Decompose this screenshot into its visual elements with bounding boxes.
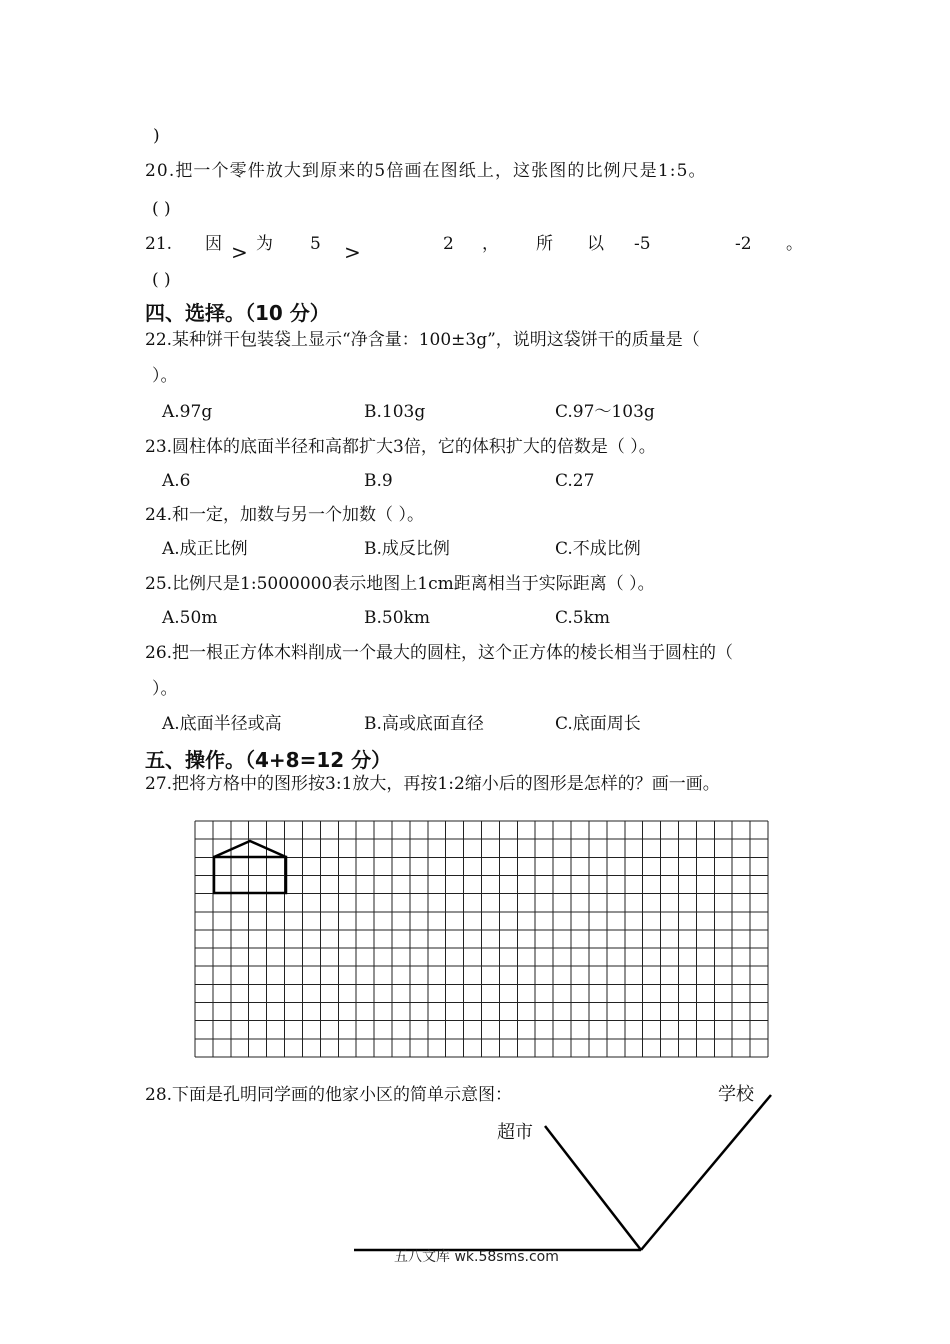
q25-option-b[interactable]: B.50km <box>364 608 430 628</box>
section5-title: 五、操作。（4+8=12 分） <box>145 748 392 772</box>
q19-closing-paren: ) <box>153 126 160 146</box>
q26-text: 26.把一根正方体木料削成一个最大的圆柱，这个正方体的棱长相当于圆柱的（ <box>145 643 734 663</box>
house-roof <box>214 841 286 857</box>
q21-answer-paren[interactable]: ( ) <box>152 270 171 290</box>
q22-option-a[interactable]: A.97g <box>162 402 213 422</box>
q21-word-wei: 为 <box>256 234 273 254</box>
house-figure <box>214 841 286 893</box>
q21-word-suo: 所 <box>536 234 553 254</box>
q21-period: 。 <box>786 234 803 254</box>
q22-option-c[interactable]: C.97～103g <box>555 402 655 422</box>
q21-num-2: 2 <box>443 234 454 254</box>
q25-text: 25.比例尺是1:5000000表示地图上1cm距离相当于实际距离（ ）。 <box>145 574 655 594</box>
label-school: 学校 <box>718 1084 754 1105</box>
q21-num-neg5: -5 <box>634 234 651 254</box>
q21-num-neg2: -2 <box>735 234 752 254</box>
q26-option-b[interactable]: B.高或底面直径 <box>364 714 484 734</box>
q26-text-cont: ）。 <box>152 679 178 699</box>
q23-option-b[interactable]: B.9 <box>364 471 393 491</box>
q21-word-yi: 以 <box>587 234 604 254</box>
q22-text: 22.某种饼干包装袋上显示“净含量：100±3g”，说明这袋饼干的质量是（ <box>145 330 700 350</box>
q25-option-a[interactable]: A.50m <box>162 608 218 628</box>
q23-option-a[interactable]: A.6 <box>162 471 191 491</box>
q22-option-b[interactable]: B.103g <box>364 402 426 422</box>
q25-option-c[interactable]: C.5km <box>555 608 611 628</box>
road-to-market <box>545 1126 641 1250</box>
q21-word-yin: 因 <box>205 234 222 254</box>
q23-text: 23.圆柱体的底面半径和高都扩大3倍，它的体积扩大的倍数是（ ）。 <box>145 437 656 457</box>
q20-answer-paren[interactable]: ( ) <box>152 199 171 219</box>
q24-option-b[interactable]: B.成反比例 <box>364 539 450 559</box>
watermark: 五八文库 wk.58sms.com <box>394 1249 559 1265</box>
q24-option-c[interactable]: C.不成比例 <box>555 539 641 559</box>
q24-text: 24.和一定，加数与另一个加数（ ）。 <box>145 505 424 525</box>
q21-number: 21. <box>145 234 173 254</box>
q21-gt-sign-1: > <box>231 240 248 264</box>
q26-option-a[interactable]: A.底面半径或高 <box>162 714 282 734</box>
q21-num-5: 5 <box>310 234 321 254</box>
map-diagram <box>354 1095 771 1250</box>
section4-title: 四、选择。（10 分） <box>145 301 330 325</box>
q21-comma: ， <box>482 234 499 254</box>
q27-text: 27.把将方格中的图形按3:1放大，再按1:2缩小后的图形是怎样的？画一画。 <box>145 774 720 794</box>
q20-text: 20.把一个零件放大到原来的5倍画在图纸上，这张图的比例尺是1:5。 <box>145 161 707 181</box>
q21-gt-sign-2: > <box>344 240 361 264</box>
q22-text-cont: ）。 <box>152 366 178 386</box>
q23-option-c[interactable]: C.27 <box>555 471 595 491</box>
q24-option-a[interactable]: A.成正比例 <box>162 539 248 559</box>
road-to-school <box>641 1095 771 1250</box>
q26-option-c[interactable]: C.底面周长 <box>555 714 641 734</box>
label-market: 超市 <box>497 1122 533 1143</box>
q28-text: 28.下面是孔明同学画的他家小区的简单示意图： <box>145 1085 513 1105</box>
